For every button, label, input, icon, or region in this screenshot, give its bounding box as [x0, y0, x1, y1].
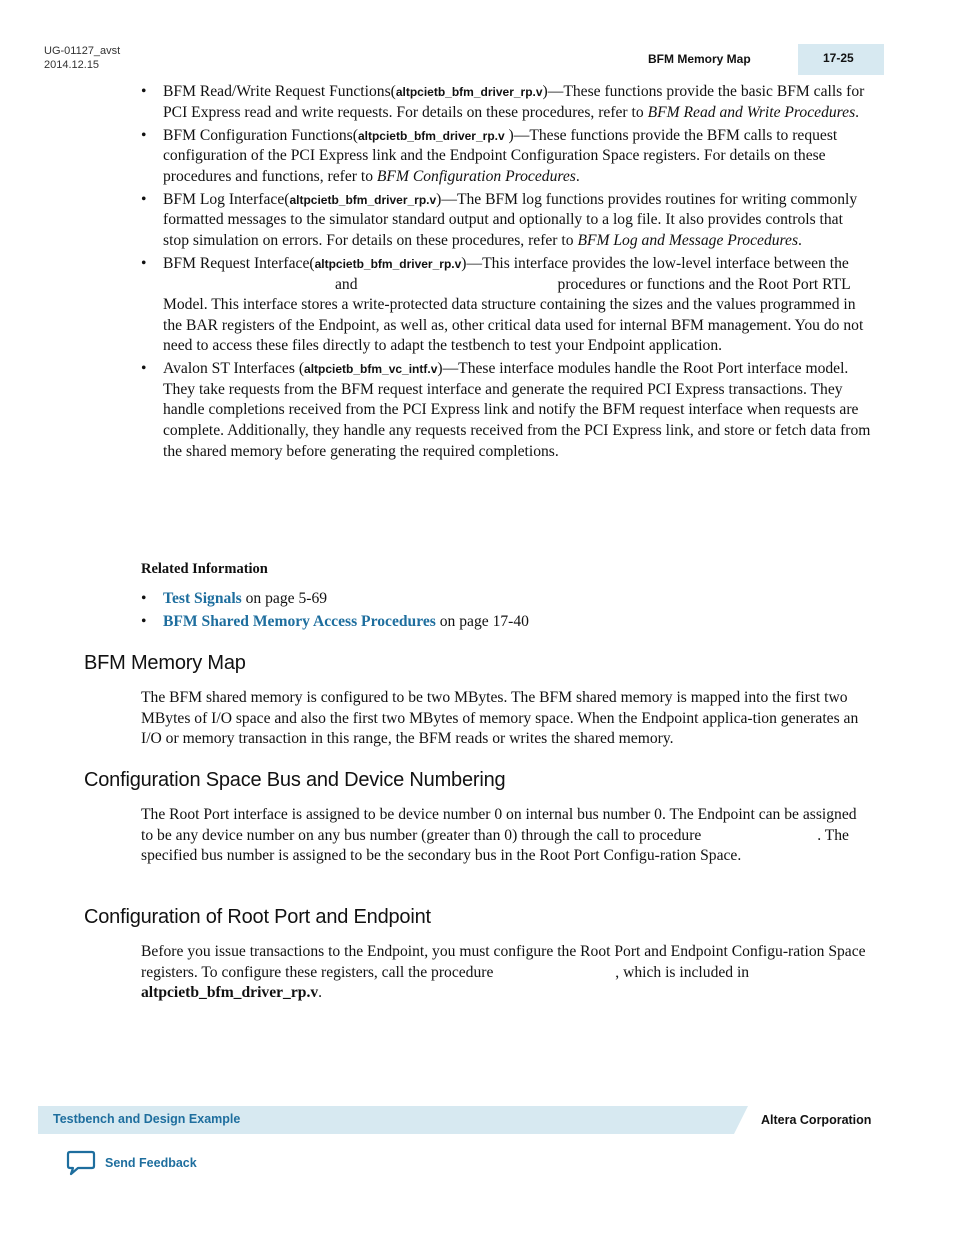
code-filename: altpcietb_bfm_driver_rp.v — [314, 256, 462, 271]
bullet-icon: • — [141, 126, 147, 144]
send-feedback-link[interactable] — [66, 1150, 197, 1176]
bullet-icon: • — [141, 190, 147, 208]
section-heading-root-port-config: Configuration of Root Port and Endpoint — [84, 906, 431, 928]
section-heading-bus-numbering: Configuration Space Bus and Device Numbering — [84, 769, 506, 791]
bullet-icon: • — [141, 254, 147, 272]
root-port-paragraph: Before you issue transactions to the Endpoint, you must configure the Root Port and Endpoint Configu-ration Space registers. To configure these registers, call the procedure , which is included in altpcietb_bfm_driver_rp.v. — [141, 943, 866, 1002]
footer-company: Altera Corporation — [761, 1113, 872, 1127]
component-list — [141, 82, 871, 462]
document-id: UG-01127_avst — [44, 45, 121, 57]
bullet-icon: • — [141, 612, 147, 630]
related-links-list — [141, 589, 871, 633]
link-bfm-shared-memory-access-procedures[interactable]: BFM Shared Memory Access Procedures — [163, 612, 436, 630]
component-list-block — [141, 82, 871, 465]
code-filename: altpcietb_bfm_driver_rp.v — [289, 192, 437, 207]
link-test-signals[interactable]: Test Signals — [163, 590, 242, 607]
memory-map-paragraph-block — [141, 688, 871, 750]
list-item: • Test Signals on page 5-69 — [141, 589, 871, 610]
footer-chapter-link[interactable]: Testbench and Design Example — [53, 1112, 241, 1126]
bus-numbering-paragraph-block — [141, 805, 871, 867]
bullet-icon: • — [141, 360, 147, 378]
document-date: 2014.12.15 — [44, 59, 100, 71]
section-heading-bfm-memory-map: BFM Memory Map — [84, 652, 246, 674]
send-feedback-label: Send Feedback — [105, 1156, 197, 1170]
cross-reference: BFM Configuration Procedures — [376, 167, 576, 185]
code-filename: altpcietb_bfm_driver_rp.v — [141, 984, 319, 1002]
bullet-icon: • — [141, 590, 147, 607]
list-item: • BFM Log Interface(altpcietb_bfm_driver_rp.v)—The BFM log functions provides routines for writing commonly formatted messages to the simulator standard output and optionally to a log file. It also provides controls that stop simulation on errors. For details on these procedures, refer to BFM Log and Message Procedures. — [141, 190, 858, 249]
list-item: • BFM Request Interface(altpcietb_bfm_driver_rp.v)—This interface provides the low-level interface between the and procedures or functions and the Root Port RTL Model. This interface stores a write-protected data structure containing the sizes and the values programmed in the BAR registers of the Endpoint, as well as, other critical data used for internal BFM management. You do not need to access these files directly to adapt the testbench to test your Endpoint application. — [141, 254, 864, 355]
bus-numbering-paragraph: The Root Port interface is assigned to be device number 0 on internal bus number 0. The Endpoint can be assigned to be any device number on any bus number (greater than 0) through the call to procedure . The specified bus number is assigned to be the secondary bus in the Root Port Configu-ration Space. — [141, 806, 857, 865]
document-id-block — [44, 44, 120, 72]
code-filename: altpcietb_bfm_driver_rp.v — [357, 128, 505, 143]
list-item: • Avalon ST Interfaces (altpcietb_bfm_vc_intf.v)—These interface modules handle the Root Port interface model. They take requests from the BFM request interface and generate the required PCI Express transactions. They handle completions received from the PCI Express link and notify the BFM request interface when requests are complete. Additionally, they handle any requests received from the PCI Express link, and store or fetch data from the shared memory before generating the required completions. — [141, 360, 871, 460]
list-item: • BFM Read/Write Request Functions(altpcietb_bfm_driver_rp.v)—These functions provide the basic BFM calls for PCI Express read and write requests. For details on these procedures, refer to BFM Read and Write Procedures. — [141, 83, 865, 121]
list-item: • BFM Configuration Functions(altpcietb_bfm_driver_rp.v )—These functions provide the BFM calls to request configuration of the PCI Express link and the Endpoint Configuration Space registers. For details on these procedures and functions, refer to BFM Configuration Procedures. — [141, 126, 838, 185]
memory-map-paragraph: The BFM shared memory is configured to be two MBytes. The BFM shared memory is mapped into the first two MBytes of I/O space and also the first two MBytes of memory space. When the Endpoint applica-tion generates an I/O or memory transaction in this range, the BFM reads or writes the shared memory. — [141, 689, 859, 748]
code-filename: altpcietb_bfm_driver_rp.v — [395, 85, 543, 99]
related-information-heading: Related Information — [141, 561, 268, 577]
related-links-block — [141, 589, 871, 635]
code-filename: altpcietb_bfm_vc_intf.v — [304, 362, 438, 377]
page-number: 17-25 — [823, 51, 854, 65]
list-item: • BFM Shared Memory Access Procedures on page 17-40 — [141, 612, 871, 633]
cross-reference: BFM Log and Message Procedures — [577, 231, 799, 249]
cross-reference: BFM Read and Write Procedures — [647, 103, 856, 121]
speech-bubble-icon — [66, 1150, 96, 1176]
root-port-paragraph-block — [141, 942, 871, 1004]
running-header-title: BFM Memory Map — [648, 52, 751, 66]
bullet-icon: • — [141, 83, 147, 100]
